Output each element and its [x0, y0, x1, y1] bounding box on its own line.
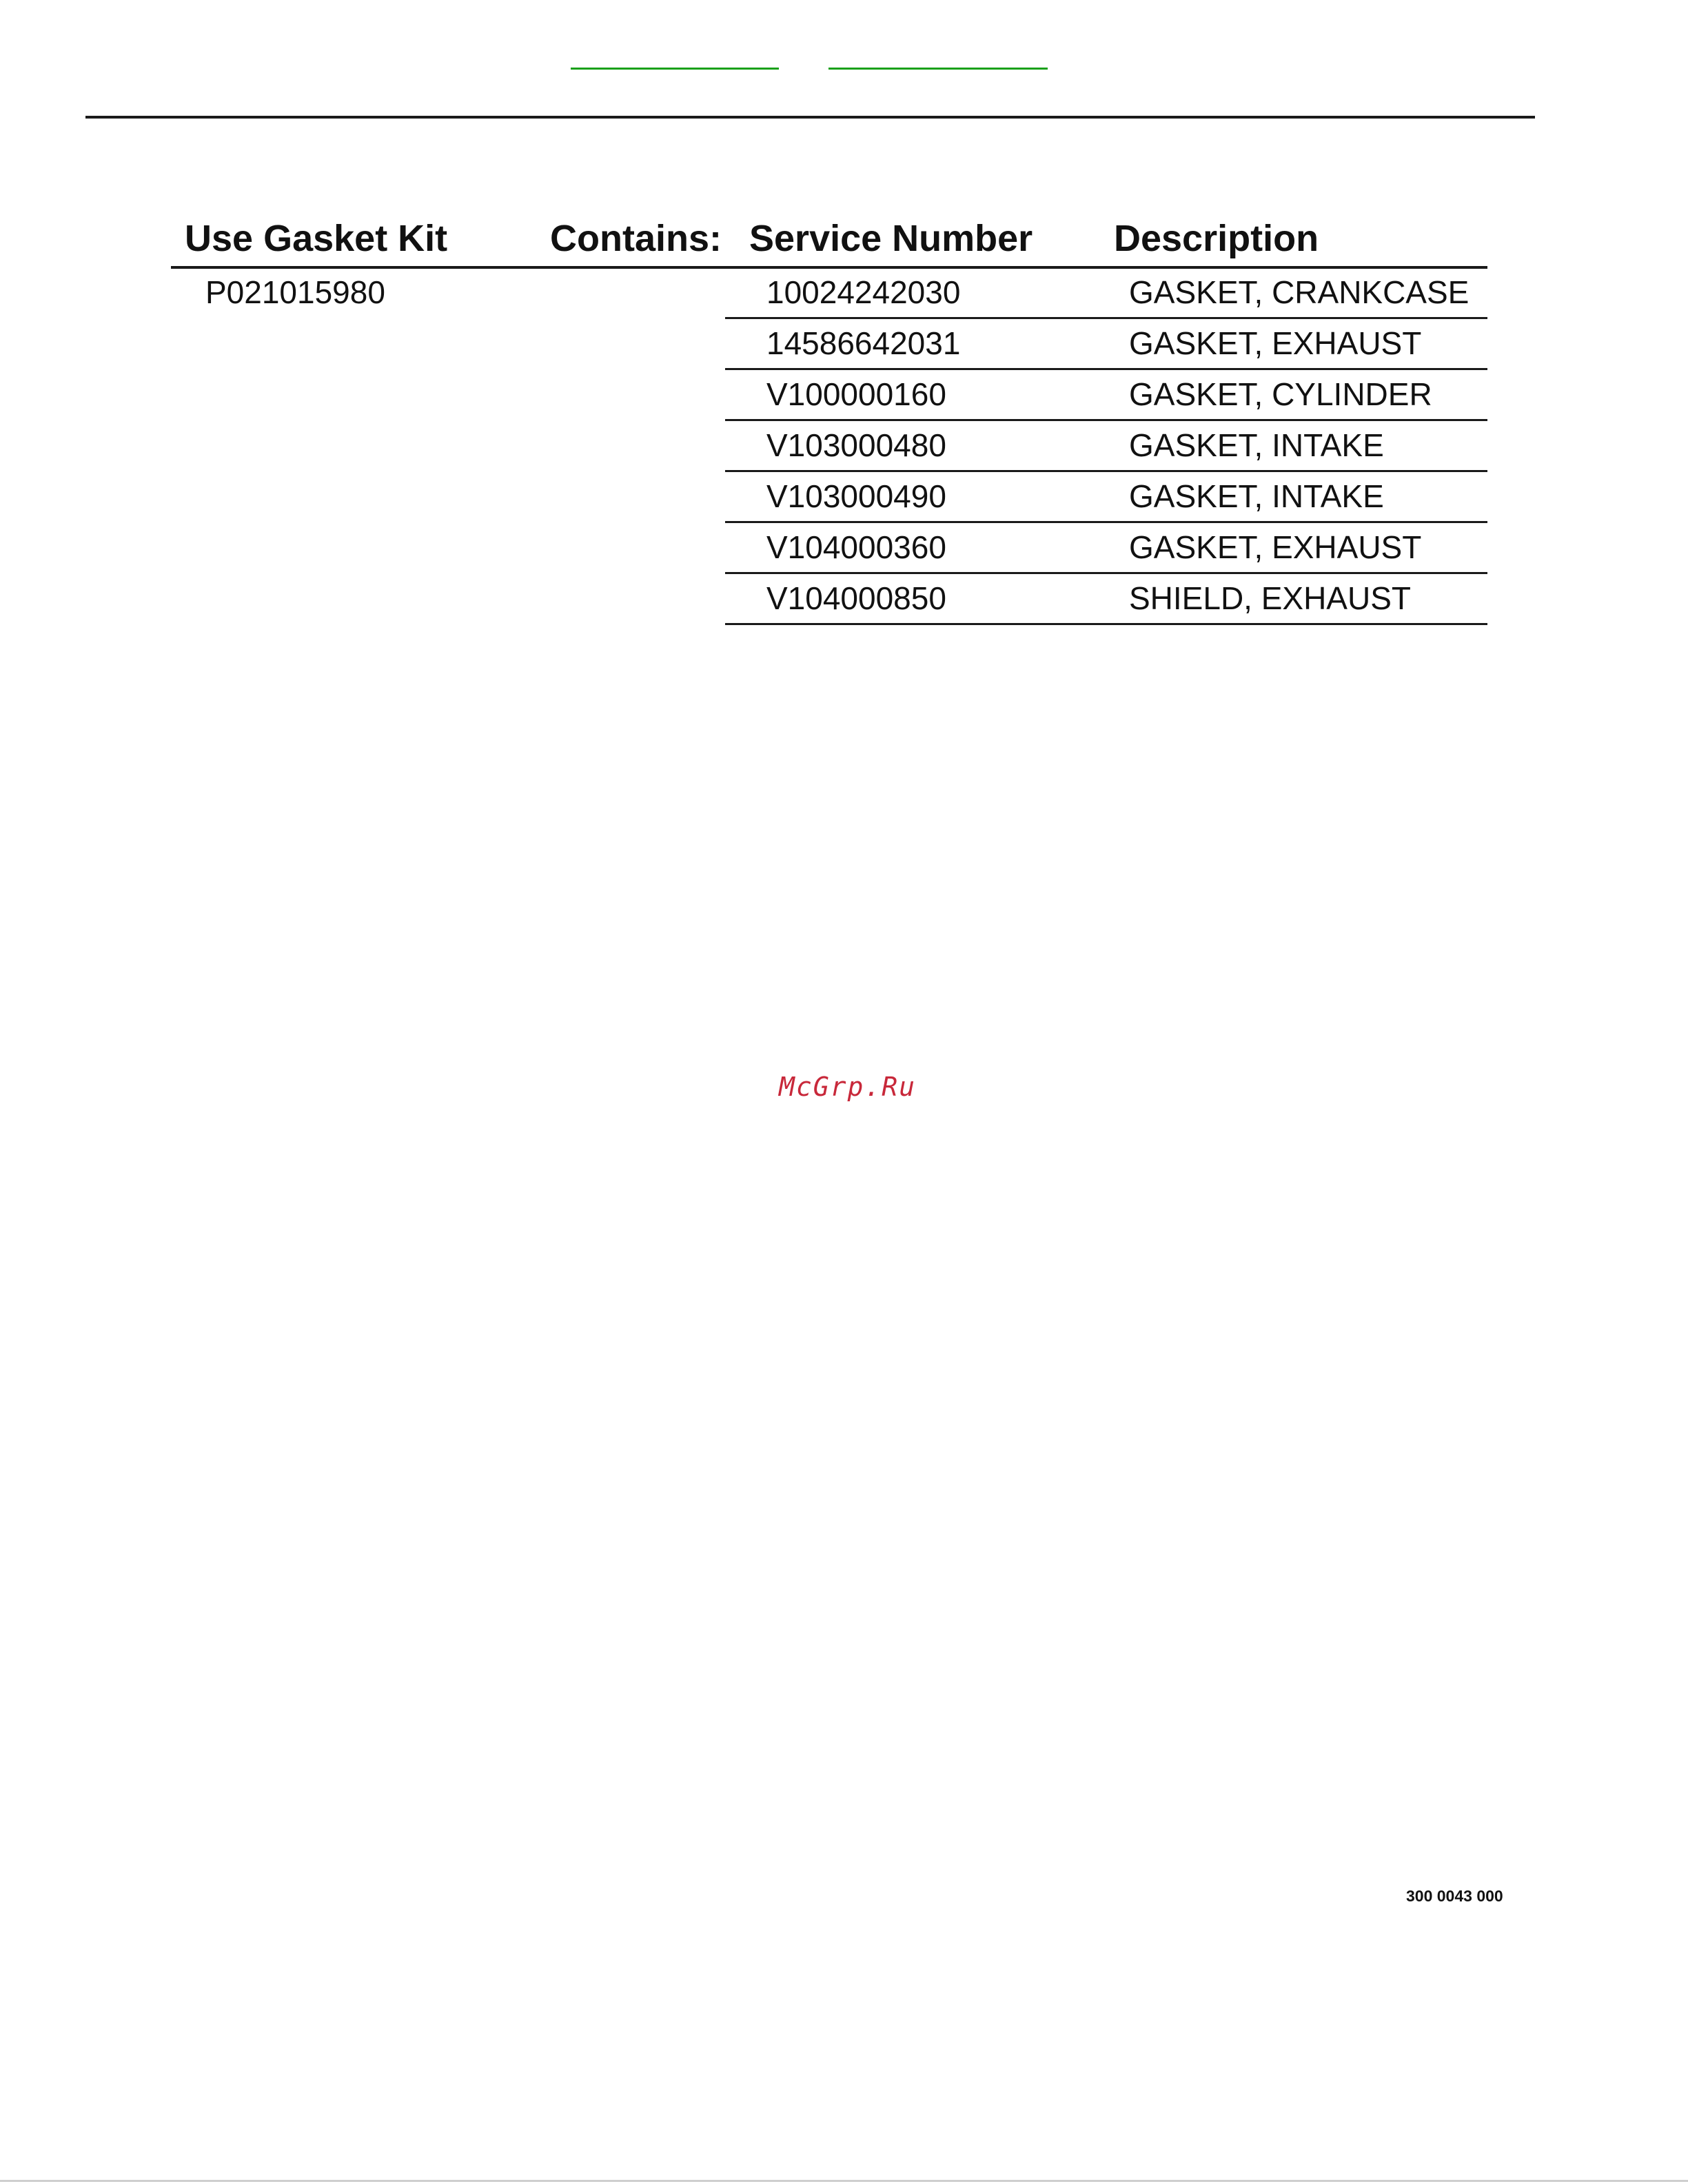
table-row [725, 421, 1487, 472]
description-cell: GASKET, EXHAUST [1129, 529, 1422, 565]
service-number-cell: V104000850 [766, 580, 946, 616]
parts-table-body [725, 268, 1487, 625]
service-number-cell: V100000160 [766, 376, 946, 412]
service-number-cell: V103000480 [766, 427, 946, 463]
header-description: Description [1114, 218, 1319, 259]
table-row [725, 268, 1487, 319]
header-use-gasket-kit: Use Gasket Kit [185, 218, 448, 259]
table-row [725, 523, 1487, 574]
header-contains: Contains: [550, 218, 722, 259]
top-divider [85, 116, 1535, 119]
description-cell: GASKET, CRANKCASE [1129, 274, 1470, 310]
watermark-text: McGrp.Ru [779, 1072, 917, 1102]
nav-link-next[interactable] [828, 68, 1048, 70]
table-row [725, 319, 1487, 370]
description-cell: SHIELD, EXHAUST [1129, 580, 1411, 616]
table-row [725, 370, 1487, 421]
description-cell: GASKET, INTAKE [1129, 478, 1384, 514]
service-number-cell: 10024242030 [766, 274, 961, 310]
document-code: 300 0043 000 [1406, 1887, 1503, 1905]
description-cell: GASKET, EXHAUST [1129, 325, 1422, 361]
service-number-cell: V103000490 [766, 478, 946, 514]
table-row [725, 574, 1487, 625]
description-cell: GASKET, INTAKE [1129, 427, 1384, 463]
header-service-number: Service Number [749, 218, 1033, 259]
service-number-cell: 14586642031 [766, 325, 961, 361]
service-number-cell: V104000360 [766, 529, 946, 565]
table-row [725, 472, 1487, 523]
description-cell: GASKET, CYLINDER [1129, 376, 1432, 412]
gasket-kit-number: P021015980 [205, 274, 385, 310]
bottom-divider [0, 2180, 1688, 2182]
nav-link-previous[interactable] [571, 68, 779, 70]
